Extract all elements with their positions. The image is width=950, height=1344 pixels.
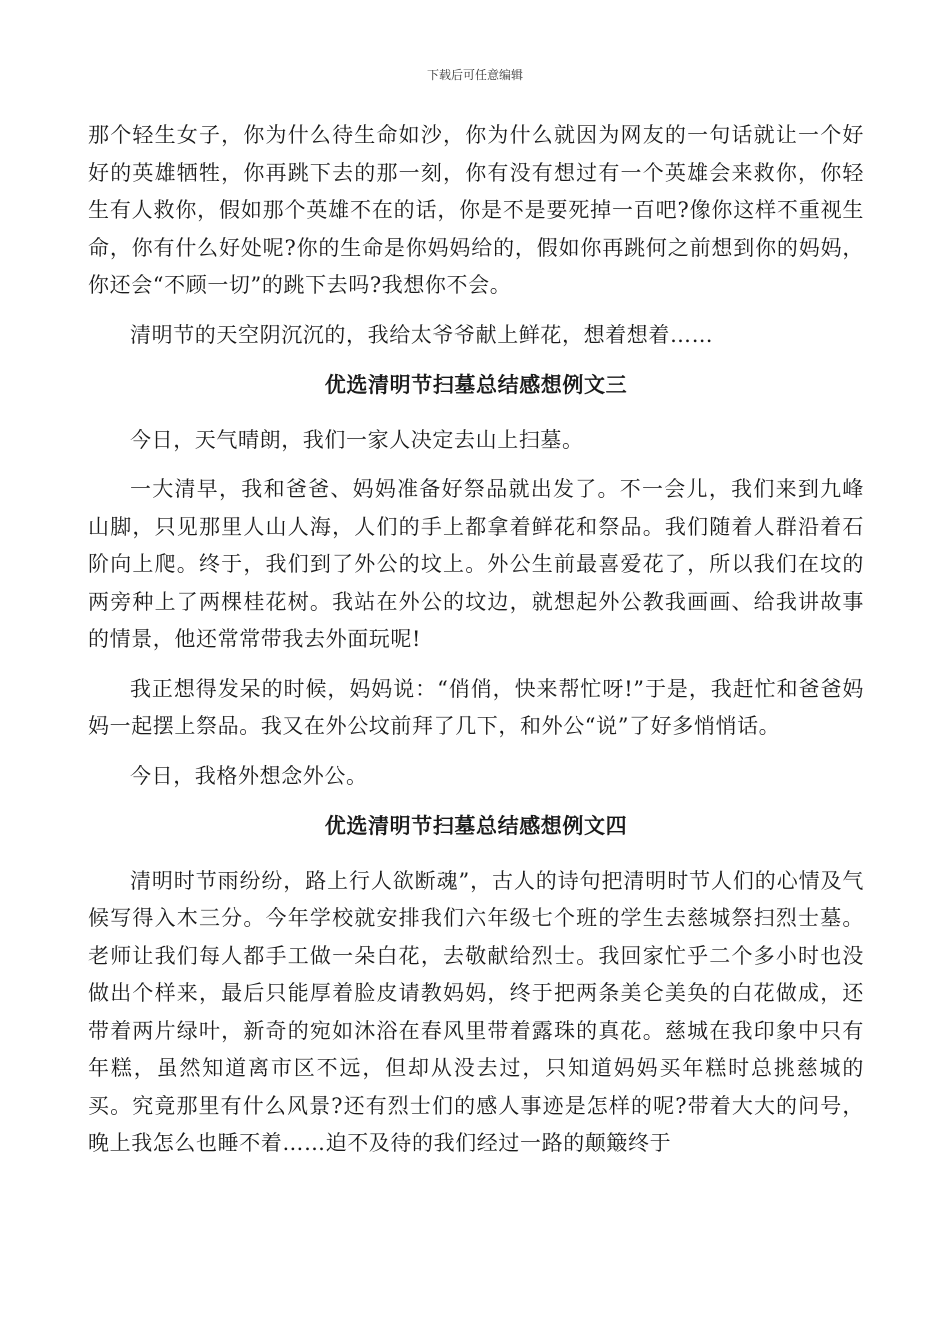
section-heading: 优选清明节扫墓总结感想例文四 xyxy=(324,813,628,838)
paragraph: 今日，我格外想念外公。 xyxy=(130,763,368,788)
paragraph: 那个轻生女子，你为什么待生命如沙，你为什么就因为网友的一句话就让一个好好的英雄牺牲，你再跳下去的那一刻，你有没有想过有一个英雄会来救你，你轻生有人救你，假如那个英雄不在的话，你是不是要死掉一百吧?像你这样不重视生命，你有什么好处呢?你的生命是你妈妈给的，假如你再跳何之前想到你的妈妈，你还会“不顾一切”的跳下去吗?我想你不会。 xyxy=(88,123,864,297)
document-body xyxy=(88,117,864,1175)
paragraph: 今日，天气晴朗，我们一家人决定去山上扫墓。 xyxy=(130,427,584,452)
paragraph: 清明时节雨纷纷，路上行人欲断魂”，古人的诗句把清明时节人们的心情及气候写得入木三分。今年学校就安排我们六年级七个班的学生去慈城祭扫烈士墓。老师让我们每人都手工做一朵白花，去敬献给烈士。我回家忙乎二个多小时也没做出个样来，最后只能厚着脸皮请教妈妈，终于把两条美仑美奂的白花做成，还带着两片绿叶，新奇的宛如沐浴在春风里带着露珠的真花。慈城在我印象中只有年糕，虽然知道离市区不远，但却从没去过，只知道妈妈买年糕时总挑慈城的买。究竟那里有什么风景?还有烈士们的感人事迹是怎样的呢?带着大大的问号，晚上我怎么也睡不着……迫不及待的我们经过一路的颠簸终于 xyxy=(88,868,864,1155)
paragraph: 清明节的天空阴沉沉的，我给太爷爷献上鲜花，想着想着…… xyxy=(130,322,714,347)
page-header: 下载后可任意编辑 xyxy=(426,68,523,82)
paragraph: 我正想得发呆的时候，妈妈说：“俏俏，快来帮忙呀!”于是，我赶忙和爸爸妈妈一起摆上祭品。我又在外公坟前拜了几下，和外公“说”了好多悄悄话。 xyxy=(88,676,864,738)
section-heading: 优选清明节扫墓总结感想例文三 xyxy=(324,372,628,397)
paragraph: 一大清早，我和爸爸、妈妈准备好祭品就出发了。不一会儿，我们来到九峰山脚，只见那里人山人海，人们的手上都拿着鲜花和祭品。我们随着人群沿着石阶向上爬。终于，我们到了外公的坟上。外公生前最喜爱花了，所以我们在坟的两旁种上了两棵桂花树。我站在外公的坟边，就想起外公教我画画、给我讲故事的情景，他还常常带我去外面玩呢! xyxy=(88,477,864,651)
